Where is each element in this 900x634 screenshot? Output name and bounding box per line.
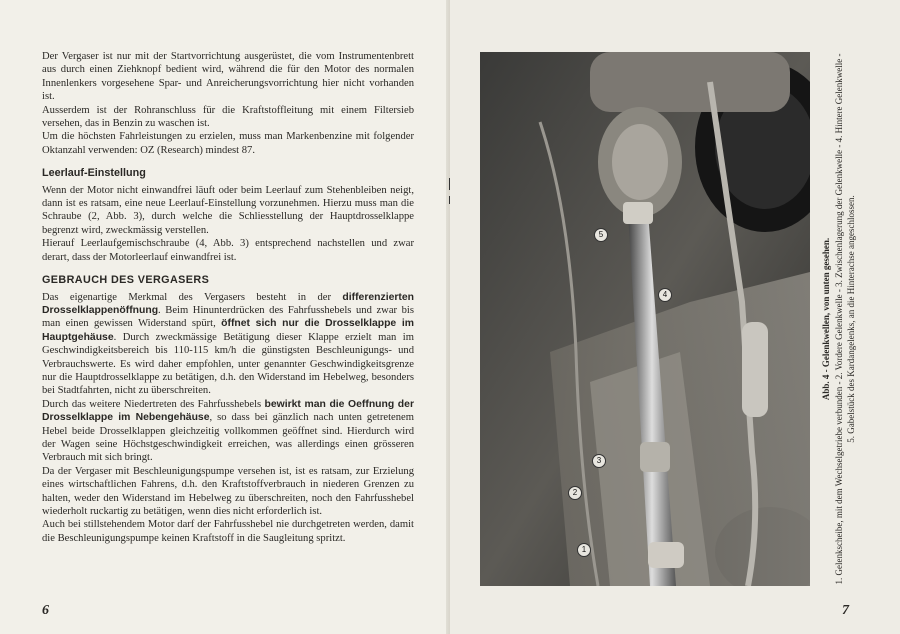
callout-2: 2: [568, 486, 582, 500]
exhaust-muffler: [742, 322, 768, 417]
gebrauch-p1-bold-1: differenzierten Drosselklappenöffnung: [42, 291, 414, 316]
left-text-column: [42, 50, 414, 545]
differential-cover: [612, 124, 668, 200]
gebrauch-paragraph-2: [42, 398, 414, 465]
figure-caption: [820, 52, 858, 586]
intro-paragraph-1: Der Vergaser ist nur mit der Startvorrichtung ausgerüstet, die vom Instrumentenbrett aus durch einen Ziehknopf bedient wird, während die für den Motor des normalen Innenlenkers vorgesehene Spar- und Anreicherungsvorrichtung hier nicht vorhanden ist.: [42, 51, 414, 103]
center-bearing: [640, 442, 670, 472]
leerlauf-paragraph-2: Hierauf Leerlaufgemischschraube (4, Abb. 3) entsprechend nachstellen und zwar derart, dass der Motorleerlauf einwandfrei ist.: [42, 238, 414, 263]
gebrauch-paragraph-3: Da der Vergaser mit Beschleunigungspumpe versehen ist, ist es ratsam, zur Erzielung eines wirtschaftlichen Fahrens, d.h. den Kraftstoffverbrauch in niederen Grenzen zu halten, weder den Widerstand im Hebelweg zu überschreiten, noch den Fahrfusshebel wiederholt ruckartig zu betätigen, wenn dies nicht erforderlich ist.: [42, 465, 414, 517]
callout-4: 4: [658, 288, 672, 302]
leerlauf-paragraph-1: Wenn der Motor nicht einwandfrei läuft oder beim Leerlauf zum Stehenbleiben neigt, dann ist es ratsam, eine neue Leerlauf-Einstellung vorzunehmen. Hierzu muss man die Schraube (2, Abb. 3), durch welche die Schliesstellung der Hauptdrosselklappe begrenzt wird, zweckmässig verstellen.: [42, 184, 414, 236]
intro-paragraph-3: Um die höchsten Fahrleistungen zu erzielen, muss man Markenbenzine mit folgender Oktanzahl verwenden: OZ (Research) mindest 87.: [42, 131, 414, 156]
driveshaft-photo-illustration: [480, 52, 810, 586]
gebrauch-paragraph-1: [42, 291, 414, 398]
right-page: [450, 0, 900, 634]
gebrauch-p2-text-b: , so dass bei gänzlich nach unten getretenem Hebel beide Drosselklappen gleichzeitig vollkommen geöffnet sind. Hierdurch wird der Wagen seine Höchstgeschwindigkeit erreichen, was allerdings einen grösseren Verbrauch mit sich bringt.: [42, 412, 414, 464]
page-number-left: 6: [42, 603, 49, 618]
gebrauch-p1-bold-2: öffnet sich nur die Drosselklappe im Hauptgehäuse: [42, 318, 414, 343]
rear-axle: [590, 52, 790, 112]
callout-1: 1: [577, 543, 591, 557]
gebrauch-p2-text-a: Durch das weitere Niedertreten des Fahrfusshebels: [42, 398, 265, 410]
heading-gebrauch: GEBRAUCH DES VERGASERS: [42, 274, 210, 287]
page-number-right: 7: [842, 603, 849, 618]
underside-photo: [480, 52, 810, 586]
gebrauch-p1-text-c: . Durch zweckmässige Betätigung dieser Klappe erzielt man im Geschwindigkeitsbereich bis 110-115 km/h die günstigsten Beschleunigungs- und Verbrauchswerte. Es wird daher empfohlen, unter genannter Geschwindigkeitsgrenze nur die Hauptdrosselklappe zu betätigen, d.h. den Widerstand im Hebelweg, besonders bei Stadtfahrten, nicht zu überschreiten.: [42, 331, 414, 397]
caption-body: 1. Gelenkscheibe, mit dem Wechselgetriebe verbunden - 2. Vordere Gelenkwelle - 3. Zwischenlagerung der Gelenkwelle - 4. Hintere Gelenkwelle - 5. Gabelstück des Kardangelenks, an die Hinterachse angeschlossen.: [833, 53, 856, 585]
flex-disc: [648, 542, 684, 568]
heading-leerlauf: Leerlauf-Einstellung: [42, 167, 146, 180]
gebrauch-paragraph-4: Auch bei stillstehendem Motor darf der Fahrfusshebel nie durchgetreten werden, damit die Beschleunigungspumpe keinen Kraftstoff in die Saugleitung spritzt.: [42, 519, 414, 544]
gebrauch-p2-bold: bewirkt man die Oeffnung der Drosselklappe im Nebengehäuse: [42, 398, 414, 424]
intro-paragraph-2: Ausserdem ist der Rohranschluss für die Kraftstoffleitung mit einem Filtersieb versehen, das in Benzin zu waschen ist.: [42, 104, 414, 130]
callout-3: 3: [592, 454, 606, 468]
gebrauch-p1-text-a: Das eigenartige Merkmal des Vergasers besteht in der: [42, 291, 343, 303]
gebrauch-p1-text-b: . Beim Hinunterdrücken des Fahrfusshebels und zwar bis man einen gewissen Widerstand spürt,: [42, 304, 414, 330]
callout-5: 5: [594, 228, 608, 242]
universal-joint: [623, 202, 653, 224]
caption-title: Abb. 4 - Gelenkwellen, von unten gesehen.: [821, 237, 831, 401]
